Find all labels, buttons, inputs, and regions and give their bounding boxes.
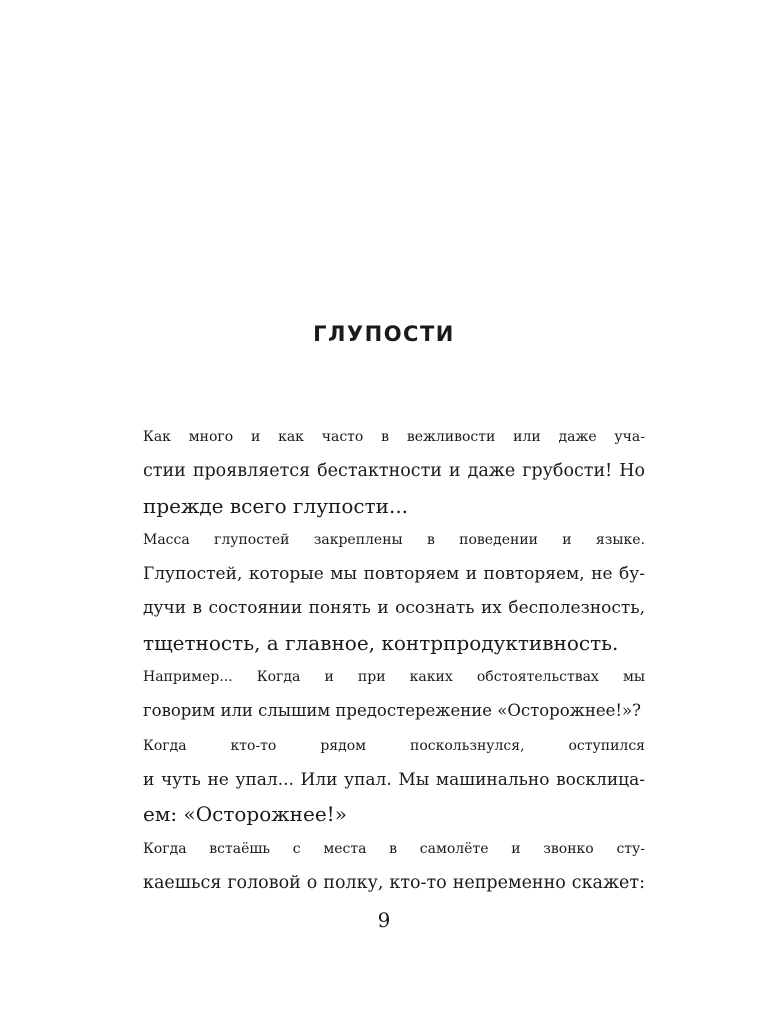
text-line: тщетность, а главное, контрпродуктивность. <box>143 630 619 655</box>
text-line: каешься головой о полку, кто-то непременно скажет: <box>143 872 645 893</box>
text-line: стии проявляется бестактности и даже грубости! Но <box>143 461 645 482</box>
text-line: прежде всего глупости... <box>143 493 409 518</box>
text-line: дучи в состоянии понять и осознать их бесполезность, <box>143 598 645 619</box>
text-line: Глупостей, которые мы повторяем и повторяем, не бу- <box>143 564 645 585</box>
chapter-title: ГЛУПОСТИ <box>313 322 455 346</box>
paragraph <box>95 832 645 901</box>
page-number: 9 <box>377 908 391 932</box>
paragraph <box>95 420 645 523</box>
text-line: Когда встаёшь с места в самолёте и звонко сту- <box>143 840 645 857</box>
text-line: Масса глупостей закреплены в поведении и языке. <box>143 531 645 548</box>
text-line: и чуть не упал... Или упал. Мы машинально восклица- <box>143 769 645 790</box>
paragraph <box>95 523 645 660</box>
paragraph <box>95 660 645 729</box>
text-line: Например... Когда и при каких обстоятельствах мы <box>143 669 645 686</box>
body-text <box>95 420 645 900</box>
paragraph <box>95 729 645 832</box>
text-line: ем: «Осторожнее!» <box>143 802 347 827</box>
text-line: Когда кто-то рядом поскользнулся, оступился <box>143 737 645 754</box>
text-line: Как много и как часто в вежливости или даже уча- <box>143 429 645 445</box>
text-line: говорим или слышим предостережение «Осторожнее!»? <box>143 701 641 721</box>
